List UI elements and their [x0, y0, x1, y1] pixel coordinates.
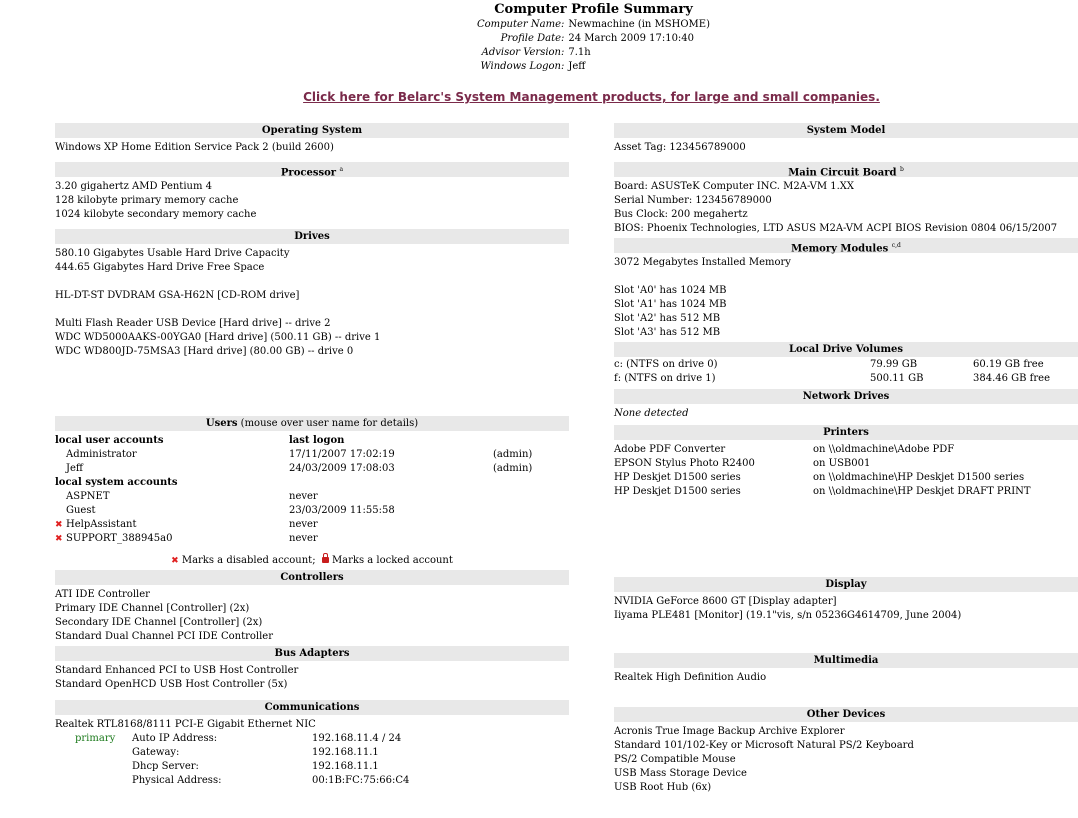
user-row: [55, 462, 569, 476]
display-section: [614, 592, 1078, 623]
bus-header: Bus Adapters: [55, 646, 569, 661]
board-line: Board: ASUSTeK Computer INC. M2A-VM 1.XX: [614, 181, 855, 192]
printer-name: Adobe PDF Converter: [614, 444, 726, 455]
user-logon: 17/11/2007 17:02:19: [289, 449, 395, 460]
volume-free: 384.46 GB free: [973, 373, 1051, 384]
multimedia-line: Realtek High Definition Audio: [614, 672, 767, 683]
user-name[interactable]: Administrator: [66, 449, 137, 460]
bus-line: Standard OpenHCD USB Host Controller (5x): [55, 679, 288, 690]
user-flag: (admin): [493, 449, 533, 460]
volumes-section: [614, 357, 1078, 386]
comms-header: Communications: [55, 700, 569, 715]
printer-name: EPSON Stylus Photo R2400: [614, 458, 755, 469]
memory-slot: Slot 'A3' has 512 MB: [614, 327, 721, 338]
local-user-heading: local user accounts: [55, 435, 164, 446]
nic-name: Realtek RTL8168/8111 PCI-E Gigabit Ethernet NIC: [55, 719, 316, 730]
other-line: Acronis True Image Backup Archive Explorer: [614, 726, 845, 737]
controller-line: ATI IDE Controller: [55, 589, 150, 600]
printer-row: [614, 457, 1078, 471]
info-value: Newmachine (in MSHOME): [568, 19, 710, 30]
os-line: Windows XP Home Edition Service Pack 2 (build 2600): [55, 142, 334, 153]
belarc-products-link[interactable]: Click here for Belarc's System Management products, for large and small companies.: [303, 90, 880, 104]
drive-line: WDC WD800JD-75MSA3 [Hard drive] (80.00 GB) -- drive 0: [55, 346, 354, 357]
legend-disabled: Marks a disabled account;: [181, 555, 316, 566]
memory-header: [614, 238, 1078, 253]
volume-size: 79.99 GB: [870, 359, 918, 370]
controllers-header: Controllers: [55, 570, 569, 585]
users-subtitle: (mouse over user name for details): [237, 418, 419, 429]
processor-header: [55, 162, 569, 177]
processor-section: [55, 177, 569, 222]
display-line: NVIDIA GeForce 8600 GT [Display adapter]: [614, 596, 837, 607]
legend-locked: Marks a locked account: [331, 555, 453, 566]
user-logon: never: [289, 533, 318, 544]
left-column: [55, 123, 569, 788]
network-section: [614, 404, 1078, 421]
comms-value: 192.168.11.1: [312, 761, 379, 772]
drives-header: Drives: [55, 229, 569, 244]
board-line: BIOS: Phoenix Technologies, LTD ASUS M2A-VM ACPI BIOS Revision 0804 06/15/2007: [614, 223, 1058, 234]
board-line: Serial Number: 123456789000: [614, 195, 772, 206]
system-model-section: [614, 138, 1078, 155]
network-header: Network Drives: [614, 389, 1078, 404]
comms-value: 192.168.11.4 / 24: [312, 733, 402, 744]
processor-line: 128 kilobyte primary memory cache: [55, 195, 239, 206]
info-label: Windows Logon:: [480, 61, 565, 72]
memory-slot: Slot 'A2' has 512 MB: [614, 313, 721, 324]
comms-section: [55, 715, 569, 788]
processor-line: 1024 kilobyte secondary memory cache: [55, 209, 257, 220]
volume-free: 60.19 GB free: [973, 359, 1044, 370]
controller-line: Standard Dual Channel PCI IDE Controller: [55, 631, 274, 642]
processor-line: 3.20 gigahertz AMD Pentium 4: [55, 181, 212, 192]
comms-label: Gateway:: [132, 747, 180, 758]
memory-slot: Slot 'A0' has 1024 MB: [614, 285, 727, 296]
comms-value: 00:1B:FC:75:66:C4: [312, 775, 410, 786]
primary-label: primary: [75, 733, 116, 744]
volume-name: c: (NTFS on drive 0): [614, 359, 718, 370]
drive-line: 580.10 Gigabytes Usable Hard Drive Capacity: [55, 248, 290, 259]
volume-row: [614, 358, 1078, 372]
info-label: Computer Name:: [477, 19, 565, 30]
memory-installed: 3072 Megabytes Installed Memory: [614, 257, 791, 268]
info-value: 24 March 2009 17:10:40: [568, 33, 695, 44]
other-line: Standard 101/102-Key or Microsoft Natural PS/2 Keyboard: [614, 740, 914, 751]
controllers-section: [55, 585, 569, 644]
page-title: Computer Profile Summary: [494, 2, 693, 17]
user-row: [55, 518, 569, 532]
comms-label: Physical Address:: [132, 775, 222, 786]
controller-line: Secondary IDE Channel [Controller] (2x): [55, 617, 263, 628]
info-label: Profile Date:: [500, 33, 565, 44]
user-logon: never: [289, 519, 318, 530]
volume-size: 500.11 GB: [870, 373, 924, 384]
printer-port: on \\oldmachine\HP Deskjet D1500 series: [813, 472, 1025, 483]
profile-info-table: [475, 18, 712, 74]
comms-row: [55, 732, 569, 746]
footnote-link[interactable]: a: [339, 166, 344, 173]
comms-row: [55, 746, 569, 760]
drive-line: 444.65 Gigabytes Hard Drive Free Space: [55, 262, 265, 273]
bus-section: [55, 661, 569, 692]
user-logon: 24/03/2009 17:08:03: [289, 463, 395, 474]
last-logon-heading: last logon: [289, 435, 345, 446]
printer-name: HP Deskjet D1500 series: [614, 486, 741, 497]
other-line: PS/2 Compatible Mouse: [614, 754, 736, 765]
promo-banner: [0, 90, 1078, 104]
printer-port: on \\oldmachine\HP Deskjet DRAFT PRINT: [813, 486, 1031, 497]
system-model-line: Asset Tag: 123456789000: [614, 142, 746, 153]
board-line: Bus Clock: 200 megahertz: [614, 209, 748, 220]
volumes-header: Local Drive Volumes: [614, 342, 1078, 357]
user-name[interactable]: SUPPORT_388945a0: [66, 533, 173, 544]
right-column: [614, 123, 1078, 795]
drives-section: [55, 244, 569, 359]
users-title: Users: [205, 418, 238, 429]
system-model-header: System Model: [614, 123, 1078, 138]
os-header: Operating System: [55, 123, 569, 138]
memory-title: Memory Modules: [791, 243, 889, 255]
footnote-link[interactable]: b: [899, 166, 904, 173]
printer-row: [614, 443, 1078, 457]
drive-line: HL-DT-ST DVDRAM GSA-H62N [CD-ROM drive]: [55, 290, 300, 301]
user-logon: 23/03/2009 11:55:58: [289, 505, 395, 516]
volume-name: f: (NTFS on drive 1): [614, 373, 716, 384]
processor-title: Processor: [280, 167, 337, 179]
os-section: [55, 138, 569, 155]
memory-slot: Slot 'A1' has 1024 MB: [614, 299, 727, 310]
network-none: None detected: [614, 408, 689, 419]
user-name[interactable]: Jeff: [66, 463, 84, 474]
disabled-icon: ✖: [171, 556, 179, 566]
user-row: [55, 490, 569, 504]
printer-port: on USB001: [813, 458, 871, 469]
user-name[interactable]: HelpAssistant: [66, 519, 137, 530]
printer-row: [614, 485, 1078, 499]
board-title: Main Circuit Board: [788, 167, 897, 179]
comms-value: 192.168.11.1: [312, 747, 379, 758]
memory-section: [614, 253, 1078, 340]
display-header: Display: [614, 577, 1078, 592]
user-flag: (admin): [493, 463, 533, 474]
comms-row: [55, 774, 569, 788]
printer-name: HP Deskjet D1500 series: [614, 472, 741, 483]
multimedia-section: [614, 668, 1078, 685]
board-header: [614, 162, 1078, 177]
drive-line: WDC WD5000AAKS-00YGA0 [Hard drive] (500.11 GB) -- drive 1: [55, 332, 381, 343]
user-row: [55, 504, 569, 518]
controller-line: Primary IDE Channel [Controller] (2x): [55, 603, 250, 614]
users-section: [55, 431, 569, 568]
other-header: Other Devices: [614, 707, 1078, 722]
printers-header: Printers: [614, 425, 1078, 440]
system-accounts-heading: local system accounts: [55, 477, 178, 488]
user-row: [55, 448, 569, 462]
comms-row: [55, 760, 569, 774]
disabled-icon: ✖: [55, 534, 63, 544]
printer-row: [614, 471, 1078, 485]
multimedia-header: Multimedia: [614, 653, 1078, 668]
info-value: Jeff: [568, 61, 586, 72]
users-header: [55, 416, 569, 431]
bus-line: Standard Enhanced PCI to USB Host Controller: [55, 665, 299, 676]
printer-port: on \\oldmachine\Adobe PDF: [813, 444, 955, 455]
other-section: [614, 722, 1078, 795]
printers-section: [614, 440, 1078, 499]
comms-label: Auto IP Address:: [132, 733, 218, 744]
info-value: 7.1h: [568, 47, 591, 58]
drive-line: Multi Flash Reader USB Device [Hard drive] -- drive 2: [55, 318, 331, 329]
user-logon: never: [289, 491, 318, 502]
display-line: Iiyama PLE481 [Monitor] (19.1"vis, s/n 05236G4614709, June 2004): [614, 610, 962, 621]
volume-row: [614, 372, 1078, 386]
board-section: [614, 177, 1078, 236]
account-legend: [55, 554, 569, 568]
info-label: Advisor Version:: [481, 47, 565, 58]
other-line: USB Mass Storage Device: [614, 768, 747, 779]
disabled-icon: ✖: [55, 520, 63, 530]
user-name[interactable]: Guest: [66, 505, 96, 516]
user-name[interactable]: ASPNET: [66, 491, 110, 502]
lock-icon: [322, 557, 329, 563]
other-line: USB Root Hub (6x): [614, 782, 712, 793]
user-row: [55, 532, 569, 546]
profile-header: [0, 2, 1078, 74]
comms-label: Dhcp Server:: [132, 761, 199, 772]
footnote-link[interactable]: c,d: [891, 242, 901, 249]
